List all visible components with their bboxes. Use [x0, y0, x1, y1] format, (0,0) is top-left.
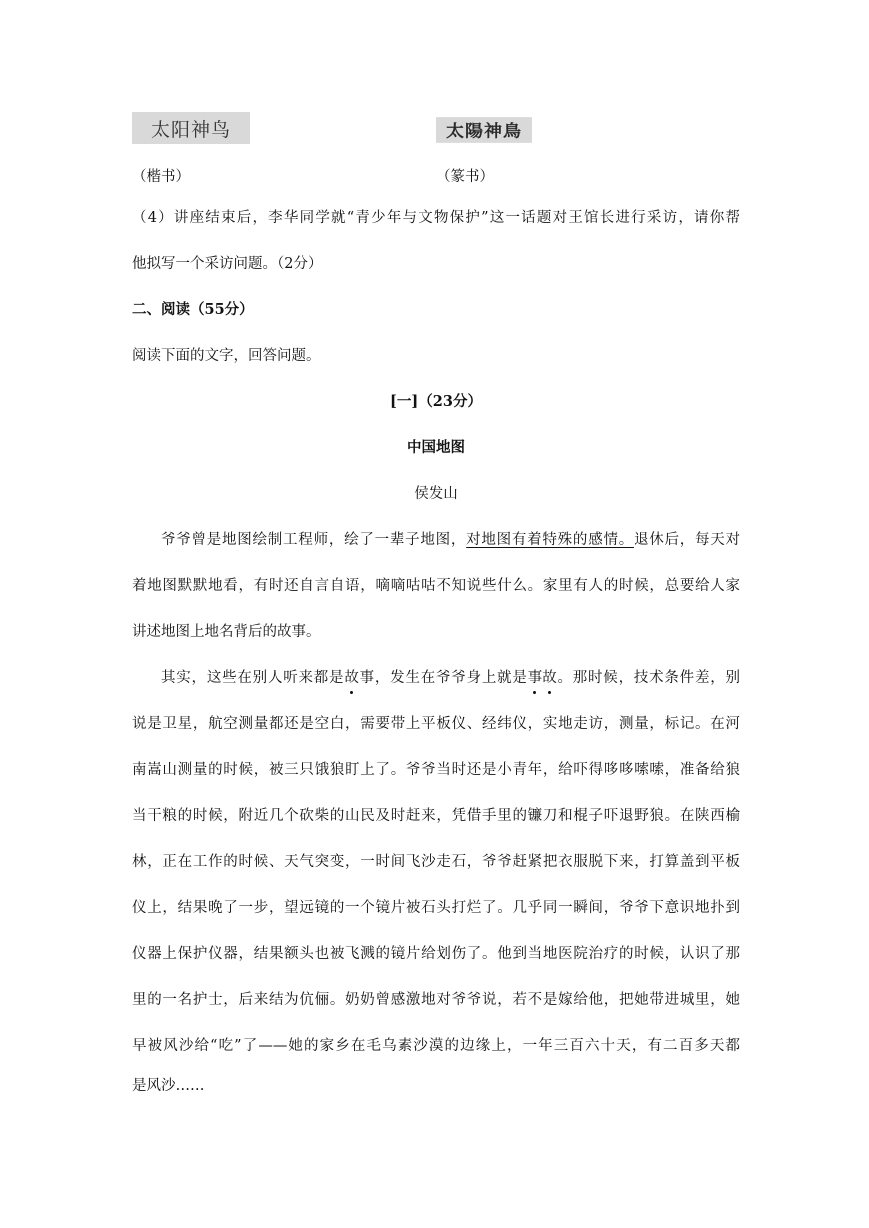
zhuanshu-calligraphy-image	[436, 117, 532, 143]
p1-text-a: 爷爷曾是地图绘制工程师，绘了一辈子地图，	[161, 532, 467, 548]
paragraph2-line8: 里的一名护士，后来结为伉俪。奶奶曾感激地对爷爷说，若不是嫁给他，把她带进城里，她	[132, 992, 740, 1008]
underlined-phrase: 对地图有着特殊的感情。	[466, 532, 634, 548]
zhuanshu-caption: （篆书）	[436, 169, 494, 185]
paragraph2-line4: 当干粮的时候，附近几个砍柴的山民及时赶来，凭借手里的镰刀和棍子吓退野狼。在陕西榆	[132, 808, 740, 824]
paragraph2-line1	[161, 667, 740, 689]
section-instruction: 阅读下面的文字，回答问题。	[132, 348, 321, 364]
emphasis-dot-char-1: 故	[344, 667, 359, 689]
question4-line1: （4）讲座结束后，李华同学就“青少年与文物保护”这一话题对王馆长进行采访，请你帮	[132, 210, 740, 226]
emphasis-dot-char-3: 故	[542, 667, 557, 689]
passage-title: 中国地图	[407, 439, 465, 456]
part-label: [一]（23分）	[390, 393, 482, 410]
p2-text-a: 其实，这些在别人听来都是	[161, 670, 345, 686]
question4-line2: 他拟写一个采访问题。（2分）	[132, 256, 323, 272]
paragraph2-line3: 南嵩山测量的时候，被三只饿狼盯上了。爷爷当时还是小青年，给吓得哆哆嗦嗦，准备给狼	[132, 762, 740, 778]
kaishu-calligraphy-image	[132, 112, 250, 144]
p1-text-b: 退休后，每天对	[633, 532, 741, 548]
emphasis-dot-char-2: 事	[528, 667, 543, 689]
paragraph1-line2: 着地图默默地看，有时还自言自语，嘀嘀咕咕不知说些什么。家里有人的时候，总要给人家	[132, 578, 740, 594]
paragraph1-line1	[161, 529, 740, 551]
kaishu-caption: （楷书）	[132, 169, 190, 185]
p2-text-b: 事，发生在爷爷身上就是	[358, 670, 528, 686]
paragraph1-line3: 讲述地图上地名背后的故事。	[132, 624, 321, 640]
paragraph2-line6: 仪上，结果晚了一步，望远镜的一个镜片被石头打烂了。几乎同一瞬间，爷爷下意识地扑到	[132, 900, 740, 916]
passage-author: 侯发山	[414, 486, 458, 502]
paragraph2-line5: 林，正在工作的时候、天气突变，一时间飞沙走石，爷爷赶紧把衣服脱下来，打算盖到平板	[132, 854, 740, 870]
kaishu-calligraphy-text: 太阳神鸟	[150, 118, 231, 141]
zhuanshu-calligraphy-text: 太陽神鳥	[446, 121, 522, 142]
p2-text-d: 。那时候，技术条件差，别	[556, 670, 741, 686]
paragraph2-line10: 是风沙……	[132, 1078, 205, 1094]
section-heading: 二、阅读（55分）	[132, 301, 254, 318]
paragraph2-line9: 早被风沙给“吃”了——她的家乡在毛乌素沙漠的边缘上，一年三百六十天，有二百多天都	[132, 1038, 740, 1054]
paragraph2-line2: 说是卫星，航空测量都还是空白，需要带上平板仪、经纬仪，实地走访，测量，标记。在河	[132, 716, 740, 732]
paragraph2-line7: 仪器上保护仪器，结果额头也被飞溅的镜片给划伤了。他到当地医院治疗的时候，认识了那	[132, 946, 740, 962]
